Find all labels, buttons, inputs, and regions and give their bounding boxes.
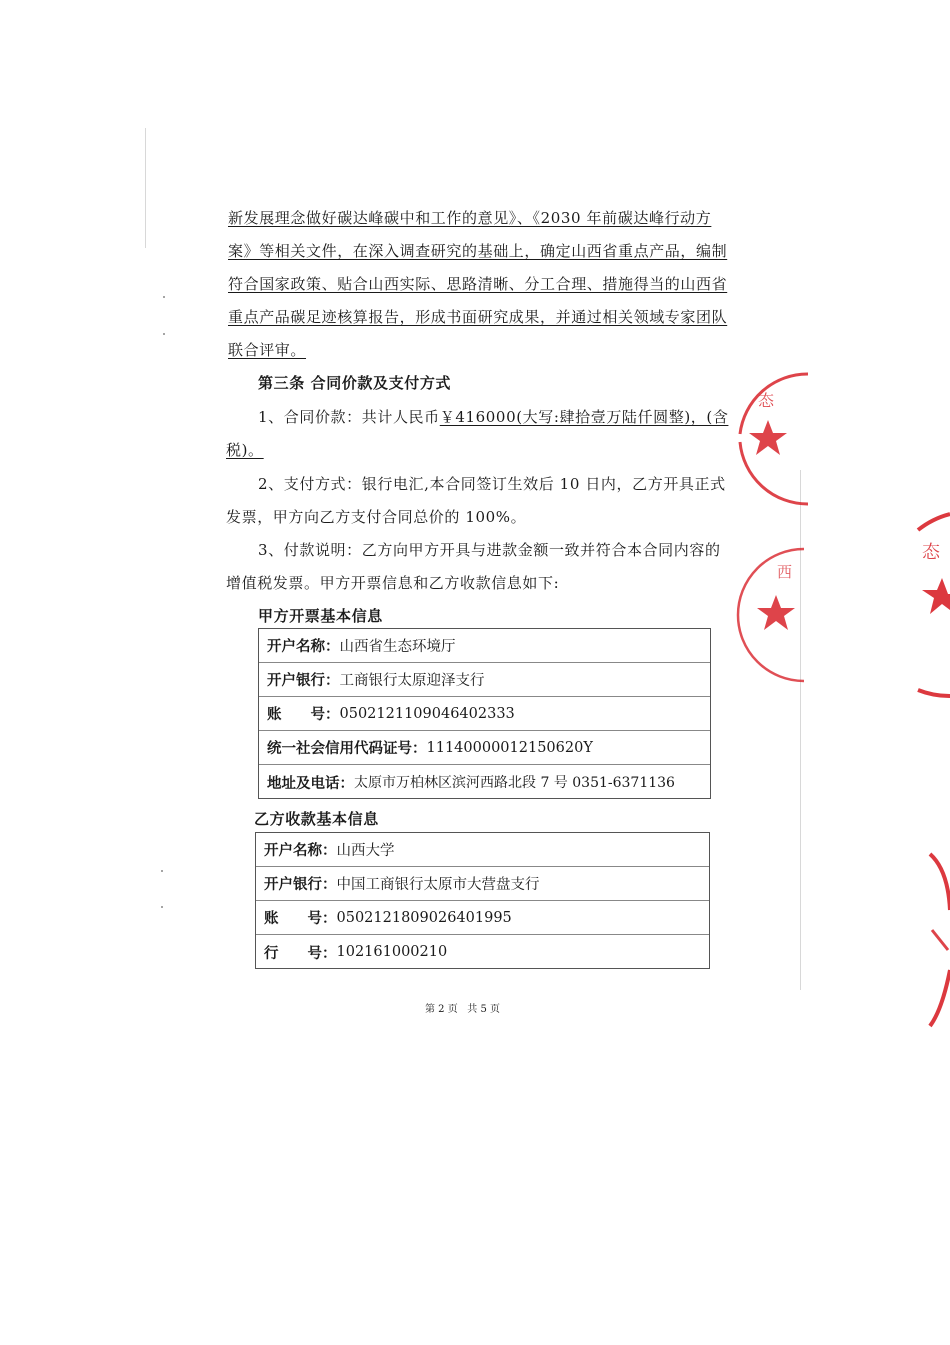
seal-text: 态 — [922, 542, 940, 563]
row-value: 山西省生态环境厅 — [339, 639, 456, 655]
row-value: 中国工商银行太原市大营盘支行 — [336, 877, 540, 893]
page-footer — [425, 1000, 500, 1015]
note-line-1: 3、付款说明：乙方向甲方开具与进款金额一致并符合本合同内容的 — [258, 541, 721, 559]
page-total: 共 5 页 — [467, 1004, 501, 1015]
row-key: 账 号： — [264, 910, 337, 927]
price-line-cont: 税)。 — [226, 441, 264, 459]
page-number: 第 2 页 — [425, 1004, 458, 1015]
row-key: 开户银行： — [264, 876, 337, 893]
body-line-2: 案》等相关文件，在深入调查研究的基础上，确定山西省重点产品，编制 — [228, 242, 728, 260]
seal-text: 西 — [777, 563, 793, 581]
row-value: 工商银行太原迎泽支行 — [339, 673, 485, 689]
scan-dot — [161, 906, 163, 908]
official-seal-stamp-2 — [732, 545, 804, 685]
row-value: 山西大学 — [336, 843, 395, 859]
price-value: ￥416000(大写:肆拾壹万陆仟圆整)，(含 — [439, 408, 729, 426]
party-a-table — [258, 628, 711, 799]
table-row — [259, 697, 710, 731]
row-value: 11140000012150620Y — [426, 739, 593, 756]
row-value: 0502121109046402333 — [339, 705, 515, 722]
party-b-title: 乙方收款基本信息 — [254, 810, 379, 828]
row-key: 开户名称： — [264, 842, 337, 859]
table-row — [256, 833, 709, 867]
table-row — [256, 935, 709, 969]
row-value: 太原市万柏林区滨河西路北段 7 号 0351-6371136 — [354, 775, 675, 791]
body-line-5: 联合评审。 — [228, 341, 307, 359]
official-seal-stamp-1 — [738, 368, 808, 508]
article-heading: 第三条 合同价款及支付方式 — [258, 374, 452, 392]
table-row — [256, 901, 709, 935]
party-b-table — [255, 832, 710, 969]
table-row — [256, 867, 709, 901]
payment-line-1: 2、支付方式：银行电汇,本合同签订生效后 10 日内，乙方开具正式 — [258, 475, 726, 493]
table-row — [259, 663, 710, 697]
table-row — [259, 765, 710, 799]
scan-edge-line — [145, 128, 146, 248]
body-line-3: 符合国家政策、贴合山西实际、思路清晰、分工合理、措施得当的山西省 — [228, 275, 728, 293]
official-seal-stamp-3 — [912, 510, 950, 700]
body-line-1: 新发展理念做好碳达峰碳中和工作的意见》、《2030 年前碳达峰行动方 — [228, 209, 712, 227]
row-value: 0502121809026401995 — [336, 909, 512, 926]
row-key: 地址及电话： — [267, 774, 354, 792]
scan-dot — [161, 870, 163, 872]
official-seal-stamp-4 — [926, 850, 950, 1030]
price-line — [258, 407, 728, 427]
seal-text: 态 — [758, 391, 775, 410]
row-key: 行 号： — [264, 944, 337, 962]
scan-dot — [163, 296, 165, 298]
table-row — [259, 731, 710, 765]
table-row — [259, 629, 710, 663]
price-prefix: 1、合同价款：共计人民币 — [258, 408, 440, 426]
payment-line-2: 发票，甲方向乙方支付合同总价的 100%。 — [226, 508, 527, 526]
row-key: 开户名称： — [267, 638, 340, 655]
row-value: 102161000210 — [336, 944, 448, 960]
body-line-4: 重点产品碳足迹核算报告，形成书面研究成果，并通过相关领域专家团队 — [228, 308, 728, 326]
row-key: 开户银行： — [267, 672, 340, 689]
party-a-title: 甲方开票基本信息 — [258, 607, 383, 625]
row-key: 账 号： — [267, 706, 340, 723]
note-line-2: 增值税发票。甲方开票信息和乙方收款信息如下: — [226, 574, 560, 592]
row-key: 统一社会信用代码证号： — [267, 740, 427, 757]
scan-dot — [163, 333, 165, 335]
